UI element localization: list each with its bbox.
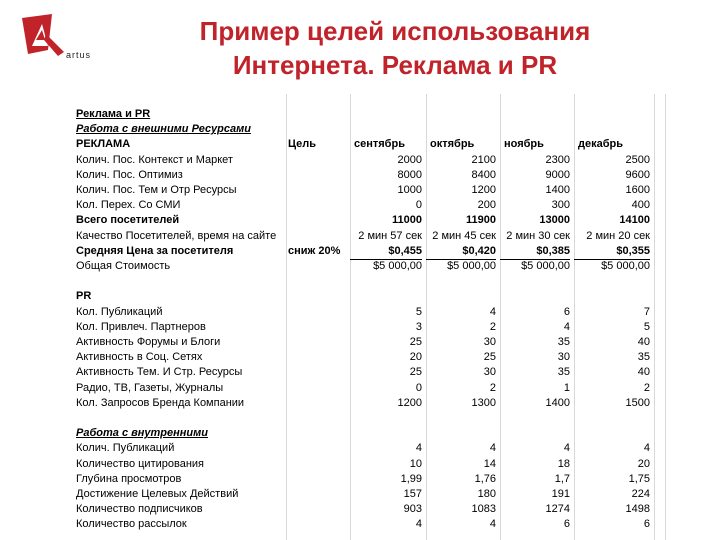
- row-value: 180: [477, 488, 496, 500]
- row-value: 2000: [397, 153, 422, 166]
- row-value: 6: [643, 518, 650, 531]
- row-value: 6: [563, 305, 570, 318]
- table-row: [74, 457, 666, 472]
- row-value: 2500: [625, 153, 650, 166]
- page-title: [135, 14, 655, 82]
- table-row: [74, 487, 666, 502]
- row-value: 903: [403, 503, 422, 516]
- table-row: [74, 381, 666, 396]
- table-row: [74, 183, 666, 198]
- row-value: 2: [489, 381, 496, 394]
- company-logo: [18, 10, 128, 70]
- row-value: 3: [415, 320, 422, 333]
- row-value: 25: [483, 351, 496, 364]
- row-value: $0,455: [388, 244, 422, 257]
- row-value: 25: [409, 366, 422, 379]
- table-row: [74, 213, 666, 228]
- row-label: Кол. Запросов Бренда Компании: [76, 396, 245, 409]
- table-row: [74, 320, 666, 335]
- table-row: [74, 198, 666, 213]
- row-value: 9000: [545, 168, 570, 181]
- row-value: 1,99: [400, 472, 422, 485]
- row-value: $5 000,00: [447, 260, 496, 272]
- section-subheading: [74, 122, 666, 137]
- section-heading-pr: [74, 289, 666, 304]
- row-value: 1: [563, 381, 570, 394]
- row-value: 2 мин 45 сек: [432, 229, 496, 242]
- row-value: 20: [409, 351, 422, 364]
- row-value: 2100: [471, 153, 496, 166]
- row-value: 157: [403, 488, 422, 500]
- table-row: [74, 517, 666, 532]
- row-value: 1,7: [554, 472, 570, 485]
- row-value: 1274: [545, 503, 570, 516]
- table-row: [74, 365, 666, 380]
- row-value: 1,75: [628, 472, 650, 485]
- row-value: 30: [483, 366, 496, 379]
- row-value: $5 000,00: [601, 260, 650, 272]
- logo-mark-icon: [18, 10, 128, 70]
- row-value: 2: [489, 320, 496, 333]
- row-value: 8400: [471, 168, 496, 181]
- section-heading: Реклама и PR: [76, 108, 151, 120]
- row-value: $0,420: [462, 244, 496, 257]
- row-value: 1200: [471, 184, 496, 196]
- row-label: Колич. Пос. Оптимиз: [76, 168, 183, 181]
- row-value: $0,355: [616, 244, 650, 257]
- row-value: 14: [483, 457, 496, 470]
- row-value: $5 000,00: [521, 260, 570, 272]
- row-value: 1600: [625, 184, 650, 196]
- section-heading: Работа с внутренними: [76, 427, 208, 440]
- table-row: [74, 335, 666, 350]
- row-label: Количество рассылок: [76, 518, 187, 531]
- row-value: 25: [409, 336, 422, 348]
- row-value: 4: [415, 518, 422, 531]
- row-label: Качество Посетителей, время на сайте: [76, 229, 277, 242]
- row-value: 40: [637, 336, 650, 348]
- title-line-1: Пример целей использования: [199, 16, 591, 46]
- row-value: $5 000,00: [373, 260, 422, 272]
- row-value: 0: [415, 381, 422, 394]
- row-label: Общая Стоимость: [76, 260, 171, 272]
- table-row: [74, 153, 666, 168]
- row-value: 4: [489, 305, 496, 318]
- row-value: 200: [477, 199, 496, 212]
- table-row: [74, 396, 666, 411]
- row-value: 8000: [397, 168, 422, 181]
- row-value: 5: [643, 320, 650, 333]
- row-value: 18: [557, 457, 570, 470]
- row-value: 11000: [392, 214, 422, 227]
- row-label: Кол. Публикаций: [76, 305, 163, 318]
- row-value: 224: [631, 488, 650, 500]
- row-value: 14100: [619, 214, 650, 227]
- row-label: Колич. Публикаций: [76, 442, 175, 455]
- row-label: Кол. Привлеч. Партнеров: [76, 320, 206, 333]
- row-label: Активность Тем. И Стр. Ресурсы: [76, 366, 243, 379]
- section-heading-internal: [74, 426, 666, 441]
- table-row: [74, 472, 666, 487]
- row-value: 35: [557, 336, 570, 348]
- row-value: 40: [637, 366, 650, 379]
- row-label: Активность Форумы и Блоги: [76, 336, 221, 348]
- table-row: [74, 502, 666, 517]
- row-value: 1300: [471, 396, 496, 409]
- logo-text: artus: [66, 50, 92, 60]
- row-label: Всего посетителей: [76, 214, 180, 227]
- month-header: сентябрь: [354, 138, 405, 151]
- header-goal: Цель: [288, 138, 317, 151]
- row-value: 4: [415, 442, 422, 455]
- row-value: 2 мин 20 сек: [586, 229, 650, 242]
- table-row: [74, 244, 666, 259]
- row-value: 2 мин 30 сек: [506, 229, 570, 242]
- table-row: [74, 229, 666, 244]
- row-value: 1000: [397, 184, 422, 196]
- row-value: 0: [415, 199, 422, 212]
- row-value: $0,385: [536, 244, 570, 257]
- row-label: Количество цитирования: [76, 457, 205, 470]
- row-label: Активность в Соц. Сетях: [76, 351, 203, 364]
- row-value: 1498: [625, 503, 650, 516]
- row-value: 1500: [625, 396, 650, 409]
- row-label: Радио, ТВ, Газеты, Журналы: [76, 381, 224, 394]
- row-value: 4: [489, 518, 496, 531]
- row-value: 1083: [471, 503, 496, 516]
- row-label: Количество подписчиков: [76, 503, 203, 516]
- row-value: 4: [563, 442, 570, 455]
- row-value: 13000: [539, 214, 570, 227]
- row-value: 6: [563, 518, 570, 531]
- section-heading-ads: [74, 107, 666, 122]
- month-header: декабрь: [578, 138, 623, 151]
- section-subheading-text: Работа с внешними Ресурсами: [76, 123, 251, 136]
- row-value: 35: [557, 366, 570, 379]
- row-value: 2 мин 57 сек: [358, 229, 422, 242]
- table-row: [74, 259, 666, 274]
- row-value: 400: [631, 199, 650, 212]
- table-row: [74, 350, 666, 365]
- row-value: 1,76: [474, 472, 496, 485]
- title-line-2: Интернета. Реклама и PR: [232, 50, 558, 80]
- header-row: [74, 137, 666, 152]
- row-value: 11900: [466, 214, 496, 227]
- table-row: [74, 441, 666, 456]
- row-label: Колич. Пос. Контекст и Маркет: [76, 153, 233, 166]
- row-value: 10: [409, 457, 422, 470]
- row-value: 35: [637, 351, 650, 364]
- row-label: Кол. Перех. Со СМИ: [76, 199, 181, 212]
- spreadsheet: [74, 94, 666, 540]
- row-value: 1400: [545, 396, 570, 409]
- section-heading: PR: [76, 290, 92, 303]
- row-value: 2300: [545, 153, 570, 166]
- table-row: [74, 305, 666, 320]
- row-goal: сниж 20%: [288, 244, 341, 257]
- row-value: 2: [643, 381, 650, 394]
- row-value: 191: [551, 488, 570, 500]
- row-value: 7: [643, 305, 650, 318]
- row-value: 30: [483, 336, 496, 348]
- row-value: 5: [415, 305, 422, 318]
- header-label: РЕКЛАМА: [76, 138, 131, 151]
- row-value: 30: [557, 351, 570, 364]
- row-label: Колич. Пос. Тем и Отр Ресурсы: [76, 184, 237, 196]
- month-header: октябрь: [430, 138, 475, 151]
- row-label: Достижение Целевых Действий: [76, 488, 239, 500]
- row-value: 1200: [397, 396, 422, 409]
- row-value: 4: [563, 320, 570, 333]
- month-header: ноябрь: [504, 138, 544, 151]
- row-value: 300: [551, 199, 570, 212]
- row-value: 4: [643, 442, 650, 455]
- table-row: [74, 168, 666, 183]
- row-value: 9600: [625, 168, 650, 181]
- row-label: Глубина просмотров: [76, 472, 182, 485]
- row-label: Средняя Цена за посетителя: [76, 244, 234, 257]
- row-value: 1400: [545, 184, 570, 196]
- row-value: 4: [489, 442, 496, 455]
- row-value: 20: [637, 457, 650, 470]
